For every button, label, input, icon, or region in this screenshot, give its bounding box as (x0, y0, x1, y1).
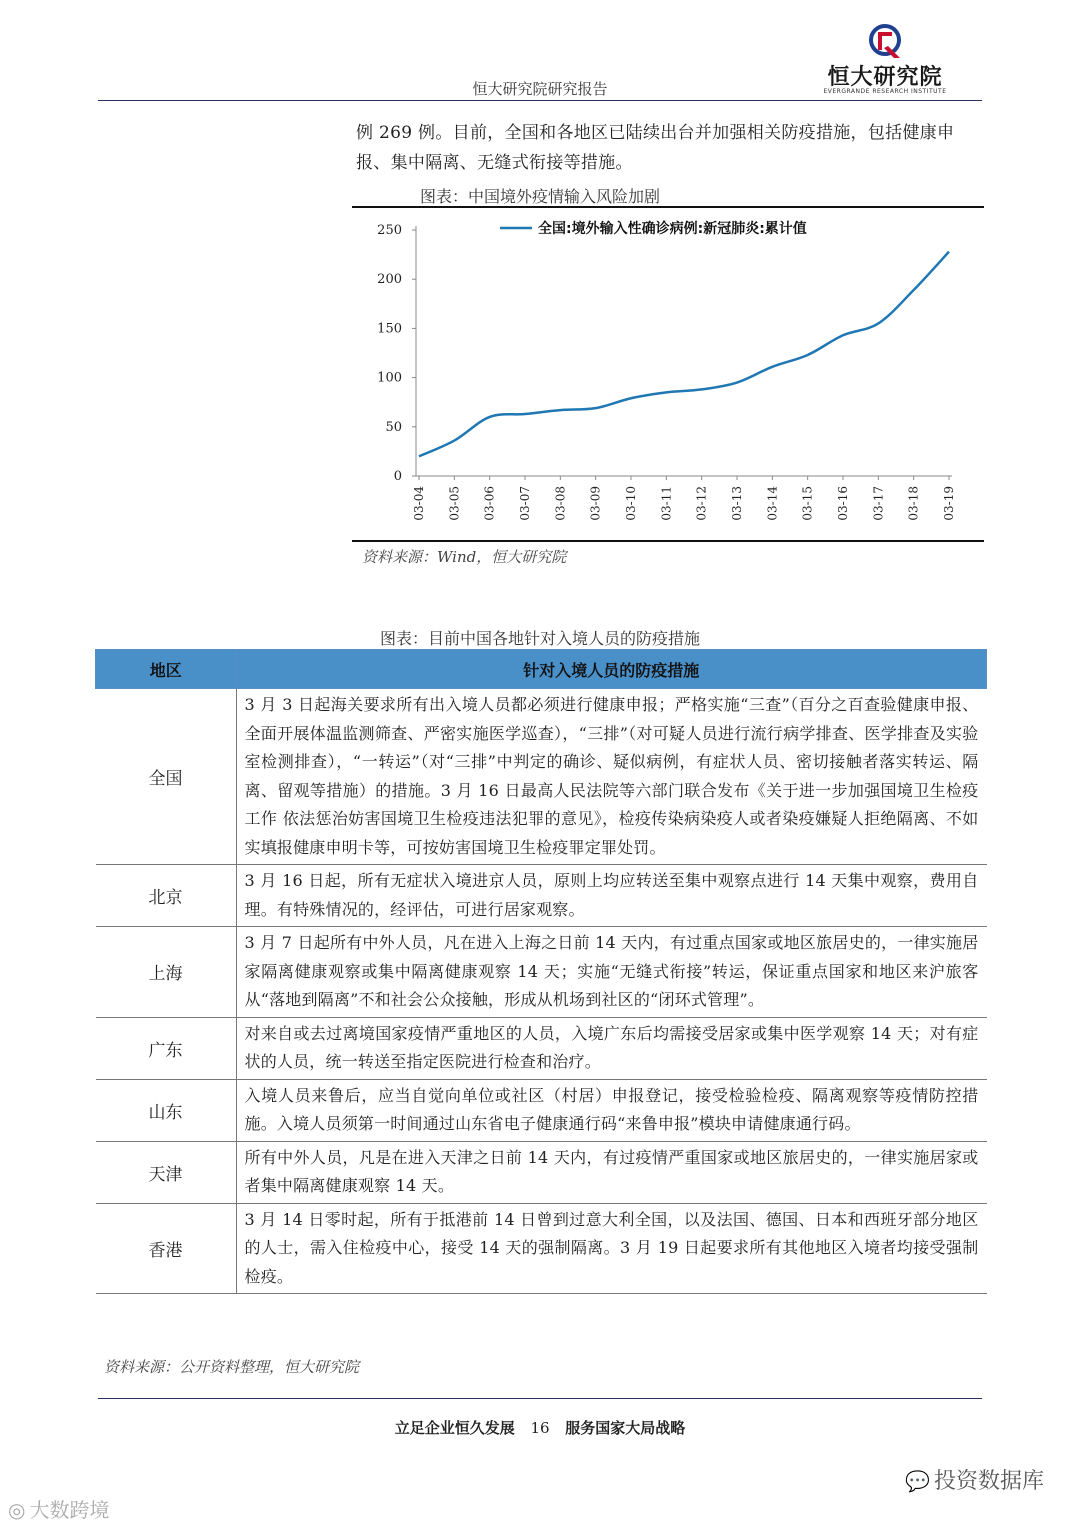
x-tick-label: 03-16 (836, 486, 850, 521)
table-row (96, 1017, 987, 1079)
watermark-right-text: 投资数据库 (933, 1469, 1044, 1494)
y-tick-label: 250 (377, 223, 402, 238)
chart-series (419, 252, 949, 457)
x-axis-ticks (412, 476, 956, 521)
table-row (96, 1203, 987, 1294)
x-tick-label: 03-07 (518, 486, 532, 521)
watermark-left-text: 大数跨境 (29, 1498, 110, 1522)
logo-text: 恒大研究院 (827, 65, 943, 90)
watermark-left (8, 1494, 109, 1523)
series-line (419, 252, 949, 457)
x-tick-label: 03-15 (800, 486, 815, 521)
region-cell: 北京 (96, 865, 237, 927)
footer-slogan-left: 立足企业恒久发展 (394, 1419, 515, 1437)
chart-bottom-rule (352, 540, 984, 542)
header-region: 地区 (96, 650, 237, 689)
page-footer (0, 1417, 1080, 1438)
logo-mark-icon (800, 22, 970, 62)
x-tick-label: 03-13 (730, 486, 744, 521)
x-tick-label: 03-18 (906, 486, 921, 521)
table-row (96, 1079, 987, 1141)
x-tick-label: 03-10 (624, 486, 638, 521)
brand-icon: ◎ (8, 1498, 26, 1522)
measure-cell: 3 月 14 日零时起，所有于抵港前 14 日曾到过意大利全国，以及法国、德国、日本和西班牙部分地区的人士，需入住检疫中心，接受 14 天的强制隔离。3 月 19 日起要求所有其他地区入境者均接受强制检疫。 (236, 1203, 987, 1294)
chart-caption: 图表：中国境外疫情输入风险加剧 (419, 187, 660, 206)
x-tick-label: 03-12 (694, 486, 709, 521)
region-cell: 全国 (96, 689, 237, 865)
wechat-icon: 💬 (905, 1469, 930, 1493)
measure-cell: 3 月 7 日起所有中外人员，凡在进入上海之日前 14 天内，有过重点国家或地区旅居史的，一律实施居家隔离健康观察或集中隔离健康观察 14 天；实施“无缝式衔接”转运，保证重点国家和地区来沪旅客从“落地到隔离”不和社会公众接触，形成从机场到社区的“闭环式管理”。 (236, 927, 987, 1018)
y-tick-label: 200 (377, 272, 402, 288)
region-cell: 天津 (96, 1141, 237, 1203)
x-tick-label: 03-05 (447, 486, 462, 521)
x-tick-label: 03-06 (482, 486, 497, 521)
table-header-row (96, 650, 987, 689)
x-tick-label: 03-17 (871, 486, 886, 521)
footer-divider (98, 1398, 982, 1399)
table-caption: 图表：目前中国各地针对入境人员的防疫措施 (379, 629, 700, 648)
measure-cell: 3 月 16 日起，所有无症状入境进京人员，原则上均应转送至集中观察点进行 14 天集中观察，费用自理。有特殊情况的，经评估，可进行居家观察。 (236, 865, 987, 927)
measure-cell: 入境人员来鲁后，应当自觉向单位或社区（村居）申报登记，接受检验检疫、隔离观察等疫情防控措施。入境人员须第一时间通过山东省电子健康通行码“来鲁申报”模块申请健康通行码。 (236, 1079, 987, 1141)
region-cell: 香港 (96, 1203, 237, 1294)
x-tick-label: 03-11 (659, 486, 674, 521)
watermark-right (905, 1464, 1044, 1495)
y-tick-label: 50 (385, 419, 402, 435)
table-row (96, 865, 987, 927)
x-tick-label: 03-04 (412, 486, 426, 521)
measure-cell: 3 月 3 日起海关要求所有出入境人员都必须进行健康申报；严格实施“三查”（百分之百查验健康申报、全面开展体温监测筛查、严密实施医学巡查），“三排”（对可疑人员进行流行病学排查、医学排查及实验室检测排查），“一转运”（对“三排”中判定的确诊、疑似病例，有症状人员、密切接触者落实转运、隔离、留观等措施）的措施。3 月 16 日最高人民法院等六部门联合发布《关于进一步加强国境卫生检疫工作 依法惩治妨害国境卫生检疫违法犯罪的意见》，检疫传染病染疫人或者染疫嫌疑人拒绝隔离、不如实填报健康申明卡等，可按妨害国境卫生检疫罪定罪处罚。 (236, 689, 987, 865)
y-tick-label: 150 (377, 321, 402, 337)
quarantine-measures-table (95, 649, 987, 1294)
measure-cell: 对来自或去过离境国家疫情严重地区的人员，入境广东后均需接受居家或集中医学观察 14 天；对有症状的人员，统一转送至指定医院进行检查和治疗。 (236, 1017, 987, 1079)
header-divider (98, 100, 982, 101)
report-header-title: 恒大研究院研究报告 (472, 80, 608, 98)
region-cell: 山东 (96, 1079, 237, 1141)
table-row (96, 927, 987, 1018)
y-axis-ticks (377, 223, 416, 484)
logo-subtext: EVERGRANDE RESEARCH INSTITUTE (823, 88, 947, 95)
header-measures: 针对入境人员的防疫措施 (236, 650, 987, 689)
table-row (96, 689, 987, 865)
x-tick-label: 03-08 (553, 486, 568, 521)
x-tick-label: 03-14 (765, 486, 780, 521)
region-cell: 广东 (96, 1017, 237, 1079)
chart-source: 资料来源：Wind，恒大研究院 (362, 548, 567, 566)
footer-slogan-right: 服务国家大局战略 (565, 1419, 686, 1437)
intro-paragraph: 例 269 例。目前，全国和各地区已陆续出台并加强相关防疫措施，包括健康申报、集中隔离、无缝式衔接等措施。 (356, 123, 955, 173)
chart-axes (416, 226, 952, 476)
table-row (96, 1141, 987, 1203)
page-number: 16 (530, 1419, 550, 1437)
region-cell: 上海 (96, 927, 237, 1018)
table-source: 资料来源：公开资料整理，恒大研究院 (104, 1358, 360, 1376)
y-tick-label: 100 (377, 370, 402, 386)
x-tick-label: 03-09 (588, 486, 603, 521)
chart-legend (500, 220, 807, 237)
measure-cell: 所有中外人员，凡是在进入天津之日前 14 天内，有过疫情严重国家或地区旅居史的，一律实施居家或者集中隔离健康观察 14 天。 (236, 1141, 987, 1203)
imported-cases-line-chart (352, 208, 984, 540)
x-tick-label: 03-19 (942, 486, 956, 521)
y-tick-label: 0 (393, 469, 402, 484)
legend-label: 全国:境外输入性确诊病例:新冠肺炎:累计值 (538, 221, 807, 237)
